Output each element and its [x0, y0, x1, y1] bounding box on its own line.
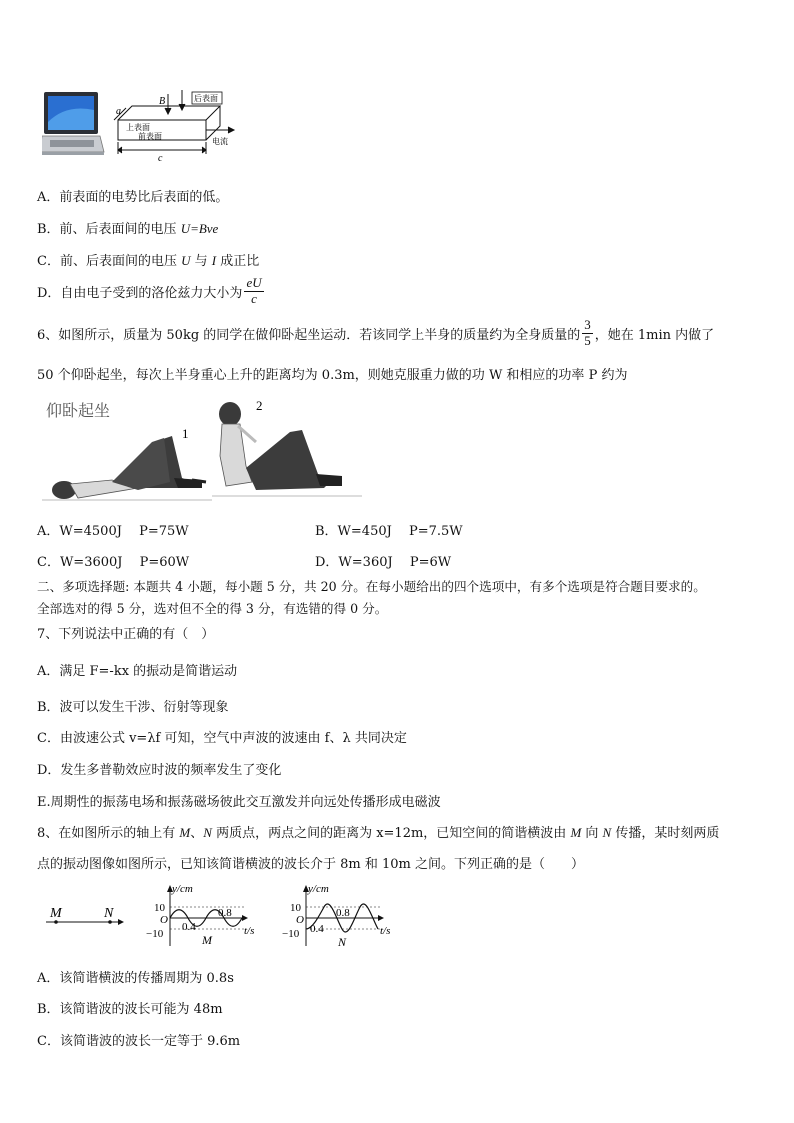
q8-axis-svg	[44, 902, 134, 932]
q8-graph-N-ylabel: y/cm	[308, 883, 329, 895]
hall-label-a: a	[116, 106, 121, 117]
hall-label-current: 电流	[212, 137, 228, 146]
situp-illustration	[42, 396, 372, 504]
hall-diagram	[42, 86, 242, 166]
section2-line2: 全部选对的得 5 分，选对但不全的得 3 分，有选错的得 0 分。	[37, 601, 388, 616]
q7-option-c: C．由波速公式 v=λf 可知，空气中声波的波速由 f、λ 共同决定	[37, 731, 407, 746]
q8-line1-M: M	[179, 825, 191, 840]
q8-line1-a: 8、在如图所示的轴上有	[37, 826, 180, 841]
hall-figure	[42, 86, 242, 166]
q6-option-b: B．W=450J P=7.5W	[315, 524, 463, 539]
q8-graph-M-origin: O	[160, 914, 168, 926]
q8-line1-e: 传播，某时刻两质	[611, 826, 720, 841]
q5-option-d-text: D．自由电子受到的洛伦兹力大小为	[37, 285, 243, 301]
q7-option-d: D．发生多普勒效应时波的频率发生了变化	[37, 763, 282, 778]
q5-option-c-I: I	[211, 253, 217, 268]
q6-fraction	[582, 318, 593, 349]
q8-graph-N-t2: 0.8	[336, 907, 350, 919]
q8-line1-M2: M	[570, 825, 582, 840]
q5-option-d-fraction	[244, 276, 263, 307]
laptop-icon	[42, 92, 104, 155]
q8-graph-M-tlabel: t/s	[244, 925, 255, 937]
hall-label-B: B	[159, 96, 166, 107]
q5-option-c-text: C．前、后表面间的电压	[37, 254, 182, 269]
q8-graph-M	[140, 880, 270, 952]
q8-stem-line2: 点的振动图像如图所示，已知该简谐横波的波长介于 8m 和 10m 之间。下列正确的是（ ）	[37, 857, 584, 872]
q8-graph-N-origin: O	[296, 914, 304, 926]
situp-figure	[42, 396, 372, 504]
hall-label-c: c	[158, 153, 163, 164]
hall-label-front: 前表面	[138, 132, 162, 141]
q8-line1-N2: N	[602, 825, 612, 840]
q7-option-a: A．满足 F=-kx 的振动是简谐运动	[37, 664, 238, 679]
q5-option-b	[37, 218, 218, 237]
q8-graph-M-ylabel: y/cm	[172, 883, 193, 895]
q5-option-c	[37, 250, 259, 269]
q6-stem-line1-text: 6、如图所示，质量为 50kg 的同学在做仰卧起坐运动．若该同学上半身的质量约为全身质量的	[37, 327, 581, 343]
q8-graph-N	[276, 880, 406, 952]
q6-option-a: A．W=4500J P=75W	[37, 524, 189, 539]
q8-graph-N-label: N	[338, 935, 347, 949]
q5-option-b-formula: U=Bve	[180, 221, 219, 236]
q6-option-d: D．W=360J P=6W	[315, 555, 452, 570]
q6-option-c: C．W=3600J P=60W	[37, 555, 190, 570]
q6-stem-line1-suffix: ，她在 1min 内做了	[594, 327, 715, 343]
q8-option-b: B．该简谐波的波长可能为 48m	[37, 1002, 223, 1017]
q8-graph-M-amp-neg: −10	[146, 928, 164, 940]
q8-graph-M-svg	[140, 880, 270, 952]
q8-graph-N-svg	[276, 880, 406, 952]
hall-label-top: 上表面	[126, 123, 150, 132]
q5-option-c-mid: 与	[190, 254, 212, 269]
q8-graph-N-tlabel: t/s	[380, 925, 391, 937]
q8-graph-M-t1: 0.4	[182, 921, 196, 933]
q8-axis-label-M: M	[50, 906, 62, 921]
q8-option-a: A．该简谐横波的传播周期为 0.8s	[37, 971, 234, 986]
situp-person-2	[212, 402, 362, 496]
q8-line1-d: 向	[581, 826, 603, 841]
q7-option-b: B．波可以发生干涉、衍射等现象	[37, 700, 229, 715]
situp-label-1: 1	[182, 426, 189, 441]
situp-label-2: 2	[256, 398, 263, 413]
q5-option-d	[37, 276, 266, 307]
q8-line1-N: N	[203, 825, 212, 840]
q6-stem-line2: 50 个仰卧起坐，每次上半身重心上升的距离均为 0.3m，则她克服重力做的功 W 和相应的功率 P 约为	[37, 368, 628, 383]
q5-option-b-text: B．前、后表面间的电压	[37, 222, 181, 237]
situp-title: 仰卧起坐	[46, 403, 111, 420]
section2-line1: 二、多项选择题: 本题共 4 小题，每小题 5 分，共 20 分。在每小题给出的四个选项中，有多个选项是符合题目要求的。	[37, 579, 706, 594]
q6-frac-den: 5	[584, 332, 591, 348]
q5-option-c-U: U	[181, 253, 191, 268]
q8-graph-M-label: M	[202, 933, 212, 947]
q7-stem: 7、下列说法中正确的有（ ）	[37, 627, 215, 642]
q8-axis-figure	[44, 902, 134, 932]
q8-line1-sep: 、	[190, 826, 204, 841]
q8-axis-label-N: N	[104, 906, 114, 921]
q8-graph-M-amp-pos: 10	[154, 902, 165, 914]
q8-line1-b: 两质点，两点之间的距离为	[211, 826, 377, 841]
q8-option-c: C．该简谐波的波长一定等于 9.6m	[37, 1034, 241, 1049]
q5-option-d-num: eU	[246, 275, 262, 290]
q8-line1-dist: x=12m	[376, 826, 424, 841]
q5-option-c-suffix: 成正比	[216, 254, 260, 269]
q5-option-d-den: c	[251, 290, 257, 306]
hall-label-back: 后表面	[194, 94, 218, 103]
q5-option-a: A．前表面的电势比后表面的低。	[37, 190, 229, 205]
q6-stem-line1	[37, 318, 714, 349]
q8-graph-N-amp-pos: 10	[290, 902, 301, 914]
q8-line1-c: ，已知空间的简谐横波由	[423, 826, 571, 841]
q6-frac-num: 3	[584, 317, 591, 332]
situp-person-1	[42, 436, 212, 500]
q7-option-e: E.周期性的振荡电场和振荡磁场彼此交互激发并向远处传播形成电磁波	[37, 795, 441, 810]
q8-stem-line1	[37, 822, 719, 841]
q8-graph-M-t2: 0.8	[218, 907, 232, 919]
q8-graph-N-amp-neg: −10	[282, 928, 300, 940]
q8-graph-N-t1: 0.4	[310, 923, 324, 935]
